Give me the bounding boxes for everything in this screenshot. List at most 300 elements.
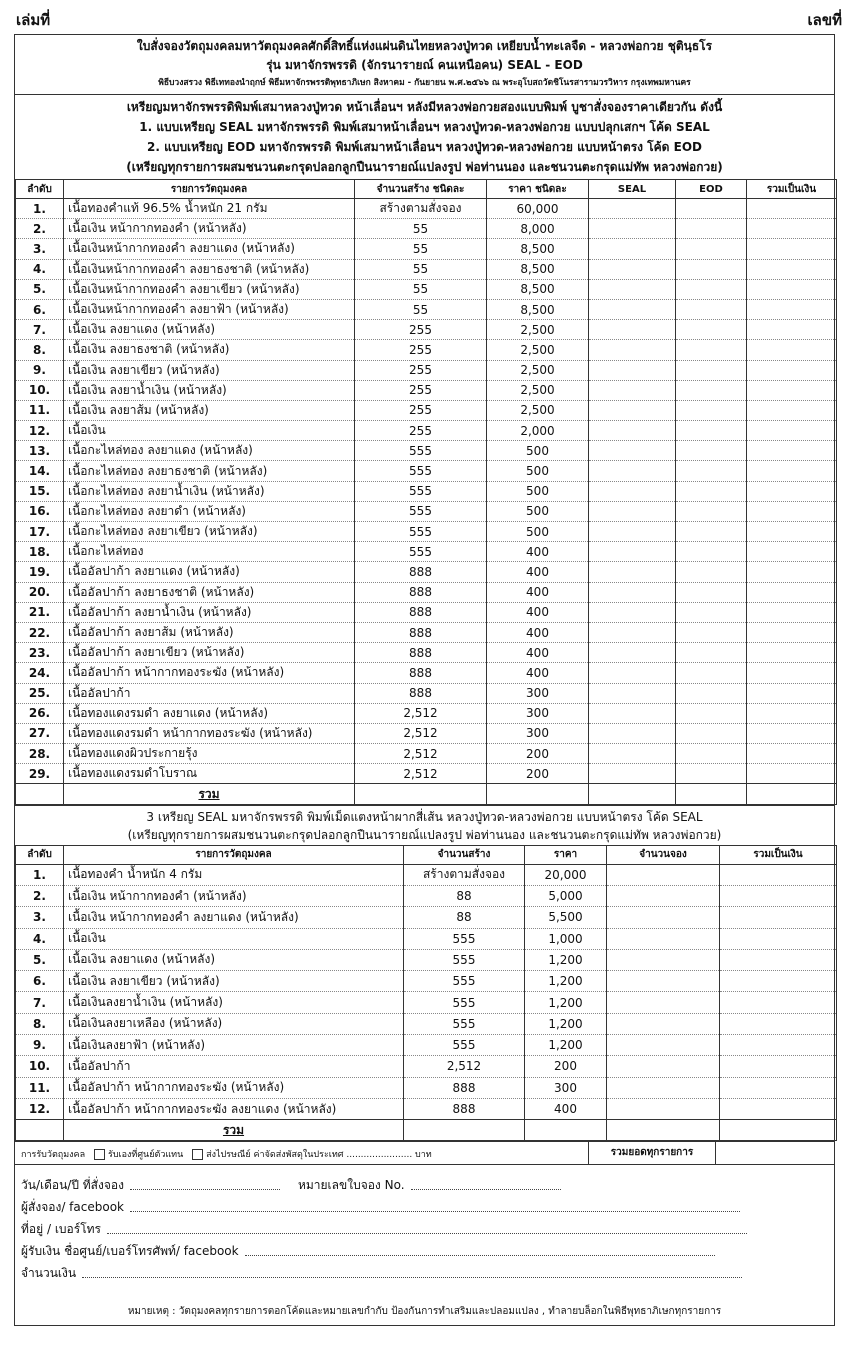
amount-label: จำนวนเงิน [21, 1266, 77, 1281]
row-number: 21. [16, 602, 64, 622]
item-name: เนื้อเงิน [64, 928, 404, 949]
line-total-cell[interactable] [720, 1035, 837, 1056]
quantity-built: 555 [355, 501, 487, 521]
row-number: 7. [16, 320, 64, 340]
seal-qty-cell[interactable] [589, 723, 676, 743]
unit-price: 400 [487, 602, 589, 622]
unit-price: 400 [487, 582, 589, 602]
quantity-built: 555 [355, 461, 487, 481]
date-row [21, 1173, 828, 1195]
reserve-qty-cell[interactable] [607, 992, 720, 1013]
col-header: รายการวัตถุมงคล [64, 845, 404, 864]
quantity-built: 55 [355, 259, 487, 279]
row-number: 12. [16, 1098, 64, 1119]
eod-qty-cell[interactable] [676, 703, 747, 723]
quantity-built: 888 [404, 1098, 525, 1119]
post-label: ส่งไปรษณีย์ ค่าจัดส่งพัสดุในประเทศ ....................... บาท [206, 1150, 432, 1161]
book-number-label: เล่มที่ [16, 11, 51, 29]
row-number: 26. [16, 703, 64, 723]
line-total-cell[interactable] [747, 542, 837, 562]
unit-price: 400 [487, 663, 589, 683]
seal-qty-cell[interactable] [589, 481, 676, 501]
unit-price: 2,000 [487, 421, 589, 441]
pickup-checkbox[interactable] [94, 1149, 105, 1160]
row-number: 1. [16, 199, 64, 219]
row-number: 6. [16, 971, 64, 992]
row-number: 24. [16, 663, 64, 683]
receiver-field[interactable] [245, 1254, 715, 1256]
unit-price: 20,000 [525, 864, 607, 885]
row-number: 4. [16, 259, 64, 279]
eod-qty-cell[interactable] [676, 501, 747, 521]
seal-qty-cell[interactable] [589, 421, 676, 441]
quantity-built: 555 [355, 441, 487, 461]
row-number: 8. [16, 340, 64, 360]
line-total-cell[interactable] [720, 949, 837, 970]
line-total-cell[interactable] [720, 907, 837, 928]
item-name: เนื้อทองคำแท้ 96.5% น้ำหนัก 21 กรัม [64, 199, 355, 219]
item-name: เนื้อกะไหล่ทอง ลงยาดำ (หน้าหลัง) [64, 501, 355, 521]
table-row [16, 602, 837, 622]
table-row [16, 663, 837, 683]
seal-qty-cell[interactable] [589, 340, 676, 360]
section2-header [15, 805, 834, 845]
unit-price: 60,000 [487, 199, 589, 219]
line-total-cell[interactable] [747, 562, 837, 582]
reserve-qty-cell[interactable] [607, 949, 720, 970]
quantity-built: 888 [355, 562, 487, 582]
section2-title: 3 เหรียญ SEAL มหาจักรพรรดิ พิมพ์เม็ดแตงหน้าผากสี่เส้น หลวงปู่ทวด-หลวงพ่อกวย แบบหน้าตรง โค้ด SEAL [146, 809, 703, 824]
seal-qty-cell[interactable] [589, 602, 676, 622]
address-row [21, 1217, 828, 1239]
item-name: เนื้อเงิน ลงยาเขียว (หน้าหลัง) [64, 971, 404, 992]
line-total-cell[interactable] [747, 421, 837, 441]
seal-qty-cell[interactable] [589, 461, 676, 481]
unit-price: 8,500 [487, 299, 589, 319]
sum-total-cell[interactable] [720, 1120, 837, 1141]
unit-price: 500 [487, 501, 589, 521]
item-name: เนื้อเงินหน้ากากทองคำ ลงยาธงชาติ (หน้าหลัง) [64, 259, 355, 279]
seal-qty-cell[interactable] [589, 663, 676, 683]
eod-qty-cell[interactable] [676, 683, 747, 703]
unit-price: 500 [487, 522, 589, 542]
item-name: เนื้อเงิน [64, 421, 355, 441]
seal-qty-cell[interactable] [589, 683, 676, 703]
quantity-built: 55 [355, 219, 487, 239]
table-row [16, 582, 837, 602]
line-total-cell[interactable] [747, 299, 837, 319]
line-total-cell[interactable] [747, 582, 837, 602]
eod-qty-cell[interactable] [676, 481, 747, 501]
unit-price: 1,200 [525, 1013, 607, 1034]
seal-qty-cell[interactable] [589, 219, 676, 239]
total-label: รวม [64, 784, 355, 804]
table-row [16, 928, 837, 949]
col-header: ลำดับ [16, 845, 64, 864]
table-row [16, 1098, 837, 1119]
quantity-built: 555 [355, 522, 487, 542]
line-total-cell[interactable] [747, 219, 837, 239]
unit-price: 1,000 [525, 928, 607, 949]
quantity-built: 555 [404, 928, 525, 949]
item-name: เนื้ออัลปาก้า หน้ากากทองระฆัง ลงยาแดง (หน้าหลัง) [64, 1098, 404, 1119]
table-row [16, 1077, 837, 1098]
row-number: 13. [16, 441, 64, 461]
reserve-qty-cell[interactable] [607, 864, 720, 885]
eod-qty-cell[interactable] [676, 764, 747, 784]
quantity-built: 55 [355, 239, 487, 259]
unit-price: 200 [487, 764, 589, 784]
line-total-cell[interactable] [747, 461, 837, 481]
seal-qty-cell[interactable] [589, 199, 676, 219]
quantity-built: 255 [355, 380, 487, 400]
item-name: เนื้อกะไหล่ทอง [64, 542, 355, 562]
seal-qty-cell[interactable] [589, 441, 676, 461]
line-total-cell[interactable] [747, 481, 837, 501]
quantity-built: 2,512 [355, 723, 487, 743]
item-name: เนื้ออัลปาก้า ลงยาธงชาติ (หน้าหลัง) [64, 582, 355, 602]
seal-qty-cell[interactable] [589, 542, 676, 562]
table-row [16, 864, 837, 885]
quantity-built: 888 [355, 602, 487, 622]
unit-price: 400 [525, 1098, 607, 1119]
line-total-cell[interactable] [720, 971, 837, 992]
header-series: รุ่น มหาจักรพรรดิ (จักรนารายณ์ คนเหนือคน) SEAL - EOD [266, 58, 583, 72]
date-field[interactable] [130, 1188, 280, 1190]
item-name: เนื้อเงิน ลงยาส้ม (หน้าหลัง) [64, 400, 355, 420]
quantity-built: 888 [355, 643, 487, 663]
eod-total-cell[interactable] [676, 784, 747, 804]
line-total-cell[interactable] [747, 643, 837, 663]
eod-qty-cell[interactable] [676, 522, 747, 542]
eod-qty-cell[interactable] [676, 279, 747, 299]
item-name: เนื้อทองแดงรมดำ หน้ากากทองระฆัง (หน้าหลัง) [64, 723, 355, 743]
grand-sum-cell[interactable] [747, 784, 837, 804]
address-label: ที่อยู่ / เบอร์โทร [21, 1222, 101, 1237]
unit-price: 300 [487, 703, 589, 723]
unit-price: 2,500 [487, 320, 589, 340]
table-row [16, 279, 837, 299]
seal-qty-cell[interactable] [589, 501, 676, 521]
unit-price: 2,500 [487, 340, 589, 360]
seal-total-cell[interactable] [589, 784, 676, 804]
line-total-cell[interactable] [747, 380, 837, 400]
amount-field[interactable] [82, 1276, 742, 1278]
line-total-cell[interactable] [747, 703, 837, 723]
item-name: เนื้อเงินหน้ากากทองคำ ลงยาแดง (หน้าหลัง) [64, 239, 355, 259]
item-name: เนื้ออัลปาก้า หน้ากากทองระฆัง (หน้าหลัง) [64, 663, 355, 683]
reserve-qty-cell[interactable] [607, 885, 720, 906]
table-row [16, 360, 837, 380]
eod-qty-cell[interactable] [676, 199, 747, 219]
table-row [16, 703, 837, 723]
seal-qty-cell[interactable] [589, 400, 676, 420]
item-name: เนื้อเงิน ลงยาเขียว (หน้าหลัง) [64, 360, 355, 380]
quantity-built: 555 [404, 949, 525, 970]
unit-price: 200 [487, 744, 589, 764]
seal-qty-cell[interactable] [589, 582, 676, 602]
item-name: เนื้อเงินหน้ากากทองคำ ลงยาฟ้า (หน้าหลัง) [64, 299, 355, 319]
quantity-built: 888 [355, 683, 487, 703]
line-total-cell[interactable] [720, 1013, 837, 1034]
quantity-built: 255 [355, 421, 487, 441]
eod-qty-cell[interactable] [676, 562, 747, 582]
seal-qty-cell[interactable] [589, 279, 676, 299]
quantity-built: 2,512 [355, 703, 487, 723]
reserve-qty-cell[interactable] [607, 1077, 720, 1098]
item-name: เนื้อกะไหล่ทอง ลงยาธงชาติ (หน้าหลัง) [64, 461, 355, 481]
unit-price: 300 [487, 723, 589, 743]
line-total-cell[interactable] [747, 360, 837, 380]
row-number: 7. [16, 992, 64, 1013]
unit-price: 500 [487, 441, 589, 461]
eod-qty-cell[interactable] [676, 622, 747, 642]
item-name: เนื้อเงิน ลงยาแดง (หน้าหลัง) [64, 320, 355, 340]
reserve-qty-cell[interactable] [607, 971, 720, 992]
seal-qty-cell[interactable] [589, 643, 676, 663]
col-header: ลำดับ [16, 180, 64, 199]
eod-qty-cell[interactable] [676, 602, 747, 622]
seal-qty-cell[interactable] [589, 522, 676, 542]
col-header: EOD [676, 180, 747, 199]
line-total-cell[interactable] [747, 501, 837, 521]
col-header: รวมเป็นเงิน [720, 845, 837, 864]
row-number: 11. [16, 400, 64, 420]
table-row [16, 481, 837, 501]
slip-number-field[interactable] [411, 1188, 561, 1190]
item-name: เนื้ออัลปาก้า [64, 683, 355, 703]
eod-qty-cell[interactable] [676, 239, 747, 259]
seal-qty-cell[interactable] [589, 622, 676, 642]
intro-line: 2. แบบเหรียญ EOD มหาจักรพรรดิ พิมพ์เสมาหน้าเลื่อนฯ หลวงปู่ทวด-หลวงพ่อกวย แบบหน้าตรง โค้ด EOD [147, 140, 702, 154]
quantity-built: 255 [355, 320, 487, 340]
table-row [16, 949, 837, 970]
row-number: 23. [16, 643, 64, 663]
line-total-cell[interactable] [720, 992, 837, 1013]
row-number: 19. [16, 562, 64, 582]
unit-price: 2,500 [487, 400, 589, 420]
form-header [15, 35, 834, 95]
delivery-choice [21, 1147, 432, 1161]
line-total-cell[interactable] [720, 885, 837, 906]
row-number: 11. [16, 1077, 64, 1098]
table-row [16, 239, 837, 259]
eod-qty-cell[interactable] [676, 360, 747, 380]
unit-price: 5,500 [525, 907, 607, 928]
item-name: เนื้อเงินหน้ากากทองคำ ลงยาเขียว (หน้าหลัง) [64, 279, 355, 299]
quantity-built: 55 [355, 299, 487, 319]
line-total-cell[interactable] [747, 340, 837, 360]
table2-header-row [16, 845, 837, 864]
item-name: เนื้อกะไหล่ทอง ลงยาน้ำเงิน (หน้าหลัง) [64, 481, 355, 501]
table-row [16, 1035, 837, 1056]
row-number: 14. [16, 461, 64, 481]
table1-total-row [16, 784, 837, 804]
eod-qty-cell[interactable] [676, 340, 747, 360]
line-total-cell[interactable] [747, 400, 837, 420]
eod-qty-cell[interactable] [676, 421, 747, 441]
seal-qty-cell[interactable] [589, 360, 676, 380]
reserved-total-cell[interactable] [607, 1120, 720, 1141]
item-name: เนื้ออัลปาก้า ลงยาส้ม (หน้าหลัง) [64, 622, 355, 642]
eod-qty-cell[interactable] [676, 643, 747, 663]
eod-qty-cell[interactable] [676, 461, 747, 481]
row-number: 18. [16, 542, 64, 562]
eod-qty-cell[interactable] [676, 400, 747, 420]
table-row [16, 622, 837, 642]
item-name: เนื้อเงิน หน้ากากทองคำ ลงยาแดง (หน้าหลัง) [64, 907, 404, 928]
eod-qty-cell[interactable] [676, 299, 747, 319]
quantity-built: 555 [404, 971, 525, 992]
line-total-cell[interactable] [747, 522, 837, 542]
quantity-built: สร้างตามสั่งจอง [355, 199, 487, 219]
orderer-field[interactable] [130, 1210, 740, 1212]
col-header: ราคา [525, 845, 607, 864]
row-number: 16. [16, 501, 64, 521]
line-total-cell[interactable] [747, 683, 837, 703]
col-header: รายการวัตถุมงคล [64, 180, 355, 199]
line-total-cell[interactable] [747, 199, 837, 219]
orderer-row [21, 1195, 828, 1217]
post-checkbox[interactable] [192, 1149, 203, 1160]
unit-price: 8,500 [487, 239, 589, 259]
line-total-cell[interactable] [747, 239, 837, 259]
seal-qty-cell[interactable] [589, 562, 676, 582]
row-number: 25. [16, 683, 64, 703]
seal-qty-cell[interactable] [589, 764, 676, 784]
reserve-qty-cell[interactable] [607, 1056, 720, 1077]
quantity-built: 255 [355, 360, 487, 380]
grand-total-label: รวมยอดทุกรายการ [588, 1142, 716, 1164]
seal-qty-cell[interactable] [589, 299, 676, 319]
line-total-cell[interactable] [747, 259, 837, 279]
intro-line: เหรียญมหาจักรพรรดิพิมพ์เสมาหลวงปู่ทวด หน้าเลื่อนฯ หลังมีหลวงพ่อกวยสองแบบพิมพ์ บูชาสั่งจองราคาเดียวกัน ดังนี้ [126, 100, 723, 114]
line-total-cell[interactable] [720, 1056, 837, 1077]
item-name: เนื้ออัลปาก้า หน้ากากทองระฆัง (หน้าหลัง) [64, 1077, 404, 1098]
unit-price: 1,200 [525, 949, 607, 970]
reserve-qty-cell[interactable] [607, 928, 720, 949]
table-row [16, 199, 837, 219]
row-number: 20. [16, 582, 64, 602]
quantity-built: 255 [355, 340, 487, 360]
unit-price: 1,200 [525, 1035, 607, 1056]
col-header: รวมเป็นเงิน [747, 180, 837, 199]
table1-header-row [16, 180, 837, 199]
table-row [16, 219, 837, 239]
quantity-built: 555 [355, 542, 487, 562]
col-header: ราคา ชนิดละ [487, 180, 589, 199]
quantity-built: 555 [404, 1035, 525, 1056]
seal-qty-cell[interactable] [589, 239, 676, 259]
line-total-cell[interactable] [720, 864, 837, 885]
row-number: 3. [16, 239, 64, 259]
line-total-cell[interactable] [747, 622, 837, 642]
row-number: 27. [16, 723, 64, 743]
seal-qty-cell[interactable] [589, 744, 676, 764]
line-total-cell[interactable] [747, 279, 837, 299]
delivery-options [15, 1141, 834, 1165]
intro-line: (เหรียญทุกรายการผสมชนวนตะกรุดปลอกลูกปืนนารายณ์แปลงรูป พ่อท่านนอง และชนวนตะกรุดแม่ทัพ หลวงพ่อกวย) [126, 160, 723, 174]
eod-qty-cell[interactable] [676, 723, 747, 743]
eod-qty-cell[interactable] [676, 441, 747, 461]
footer-note: หมายเหตุ : วัตถุมงคลทุกรายการตอกโค้ดและหมายเลขกำกับ ป้องกันการทำเสริมและปลอมแปลง , ทำลายบล็อกในพิธีพุทธาภิเษกทุกรายการ [127, 1306, 722, 1317]
line-total-cell[interactable] [720, 1077, 837, 1098]
eod-qty-cell[interactable] [676, 663, 747, 683]
table-row [16, 683, 837, 703]
line-total-cell[interactable] [720, 1098, 837, 1119]
table-row [16, 1056, 837, 1077]
eod-qty-cell[interactable] [676, 320, 747, 340]
reserve-qty-cell[interactable] [607, 1013, 720, 1034]
header-title: ใบสั่งจองวัตถุมงคลมหาวัตถุมงคลศักดิ์สิทธิ์แห่งแผ่นดินไทยหลวงปู่ทวด เหยียบน้ำทะเลจืด - หลวงพ่อกวย ชุตินฺธโร [136, 39, 713, 53]
table-row [16, 764, 837, 784]
eod-qty-cell[interactable] [676, 744, 747, 764]
eod-qty-cell[interactable] [676, 259, 747, 279]
reserve-qty-cell[interactable] [607, 907, 720, 928]
table-row [16, 562, 837, 582]
table-row [16, 400, 837, 420]
unit-price: 8,000 [487, 219, 589, 239]
row-number: 10. [16, 1056, 64, 1077]
address-field[interactable] [107, 1232, 747, 1234]
row-number: 5. [16, 279, 64, 299]
row-number: 12. [16, 421, 64, 441]
row-number: 29. [16, 764, 64, 784]
quantity-built: 555 [404, 1013, 525, 1034]
line-total-cell[interactable] [747, 723, 837, 743]
unit-price: 5,000 [525, 885, 607, 906]
unit-price: 2,500 [487, 360, 589, 380]
seal-qty-cell[interactable] [589, 703, 676, 723]
quantity-built: 255 [355, 400, 487, 420]
table-row [16, 461, 837, 481]
line-total-cell[interactable] [747, 764, 837, 784]
eod-qty-cell[interactable] [676, 582, 747, 602]
seal-qty-cell[interactable] [589, 320, 676, 340]
line-total-cell[interactable] [747, 602, 837, 622]
item-name: เนื้อเงิน ลงยาธงชาติ (หน้าหลัง) [64, 340, 355, 360]
reserve-qty-cell[interactable] [607, 1098, 720, 1119]
line-total-cell[interactable] [747, 744, 837, 764]
eod-qty-cell[interactable] [676, 542, 747, 562]
col-header: จำนวนสร้าง [404, 845, 525, 864]
date-label: วัน/เดือน/ปี ที่สั่งจอง [21, 1178, 124, 1193]
table-row [16, 421, 837, 441]
quantity-built: 55 [355, 279, 487, 299]
line-total-cell[interactable] [747, 320, 837, 340]
quantity-built: 2,512 [404, 1056, 525, 1077]
line-total-cell[interactable] [747, 441, 837, 461]
line-total-cell[interactable] [747, 663, 837, 683]
table-row [16, 522, 837, 542]
line-total-cell[interactable] [720, 928, 837, 949]
reserve-qty-cell[interactable] [607, 1035, 720, 1056]
item-name: เนื้อเงิน ลงยาน้ำเงิน (หน้าหลัง) [64, 380, 355, 400]
eod-qty-cell[interactable] [676, 219, 747, 239]
unit-price: 400 [487, 542, 589, 562]
unit-price: 300 [525, 1077, 607, 1098]
seal-qty-cell[interactable] [589, 259, 676, 279]
item-name: เนื้ออัลปาก้า ลงยาน้ำเงิน (หน้าหลัง) [64, 602, 355, 622]
pickup-label: รับเองที่ศูนย์ตัวแทน [107, 1150, 184, 1161]
seal-qty-cell[interactable] [589, 380, 676, 400]
intro-block [15, 95, 834, 179]
row-number: 2. [16, 885, 64, 906]
unit-price: 8,500 [487, 279, 589, 299]
table-row [16, 542, 837, 562]
eod-qty-cell[interactable] [676, 380, 747, 400]
quantity-built: 2,512 [355, 744, 487, 764]
